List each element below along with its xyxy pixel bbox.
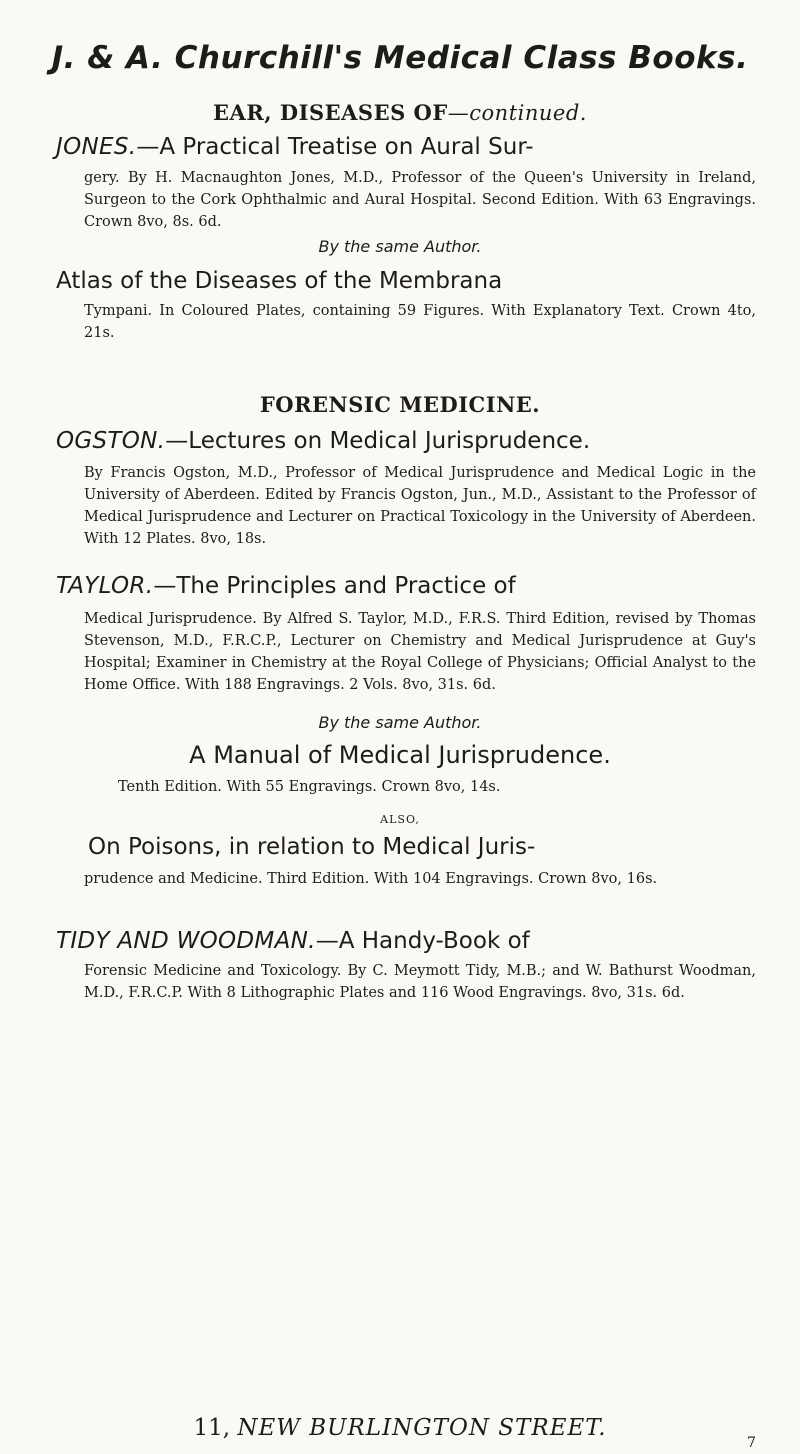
entry-title-jones [56, 134, 756, 160]
entry-author: JONES. [56, 134, 137, 160]
section-heading-ear [0, 100, 800, 125]
section-heading-text: EAR, DISEASES OF [213, 100, 448, 125]
publisher-address [0, 1415, 800, 1441]
entry-description-ogston: By Francis Ogston, M.D., Professor of Medical Jurisprudence and Medical Logic in the University of Aberdeen. Edited by Francis Ogston, Jun., M.D., Assistant to the Professor of Medical Jurisprudence and Lecturer on Practical Toxicology in the University of Aberdeen. With 12 Plates. 8vo, 18s. [84, 465, 756, 547]
section-heading-suffix: —continued. [447, 101, 587, 125]
entry-title-ogston [56, 428, 756, 454]
entry-description-jones: gery. By H. Macnaughton Jones, M.D., Professor of the Queen's University in Ireland, Surgeon to the Cork Ophthalmic and Aural Hospital. Second Edition. With 63 Engravings. Crown 8vo, 8s. 6d. [84, 170, 756, 230]
entry-title-atlas: Atlas of the Diseases of the Membrana [56, 268, 503, 294]
address-street: NEW BURLINGTON STREET. [237, 1415, 607, 1441]
entry-title-tidy-woodman [56, 928, 756, 954]
entry-description-atlas: Tympani. In Coloured Plates, containing 59 Figures. With Explanatory Text. Crown 4to, 21s. [84, 303, 756, 341]
entry-title-text: —A Handy-Book of [315, 928, 530, 954]
entry-description-taylor: Medical Jurisprudence. By Alfred S. Taylor, M.D., F.R.S. Third Edition, revised by Thomas Stevenson, M.D., F.R.C.P., Lecturer on Chemistry and Medical Jurisprudence at Guy's Hospital; Examiner in Chemistry at the Royal College of Physicians; Official Analyst to the Home Office. With 188 Engravings. 2 Vols. 8vo, 31s. 6d. [84, 611, 756, 693]
entry-author: OGSTON. [56, 428, 166, 454]
entry-title-manual: A Manual of Medical Jurisprudence. [189, 741, 611, 769]
entry-author: TAYLOR. [56, 573, 154, 599]
section-heading-forensic: FORENSIC MEDICINE. [259, 392, 541, 417]
entry-author: TIDY AND WOODMAN. [56, 928, 316, 954]
page-header: J. & A. Churchill's Medical Class Books. [51, 40, 749, 76]
address-number: 11, [193, 1415, 231, 1441]
entry-title-poisons: On Poisons, in relation to Medical Juris- [88, 834, 536, 860]
byline-same-author: By the same Author. [318, 237, 482, 256]
also-label: ALSO, [380, 813, 420, 826]
page-number: 7 [747, 1435, 756, 1451]
entry-title-text: —Lectures on Medical Jurisprudence. [165, 428, 591, 454]
entry-title-taylor [56, 573, 756, 599]
entry-description-tidy-woodman: Forensic Medicine and Toxicology. By C. Meymott Tidy, M.B.; and W. Bathurst Woodman, M.D., F.R.C.P. With 8 Lithographic Plates and 116 Wood Engravings. 8vo, 31s. 6d. [84, 963, 756, 1001]
entry-description-poisons: prudence and Medicine. Third Edition. With 104 Engravings. Crown 8vo, 16s. [84, 871, 658, 887]
entry-title-text: —The Principles and Practice of [153, 573, 516, 599]
entry-description-manual: Tenth Edition. With 55 Engravings. Crown 8vo, 14s. [118, 779, 501, 795]
entry-title-text: —A Practical Treatise on Aural Sur- [136, 134, 534, 160]
byline-same-author: By the same Author. [318, 713, 482, 732]
